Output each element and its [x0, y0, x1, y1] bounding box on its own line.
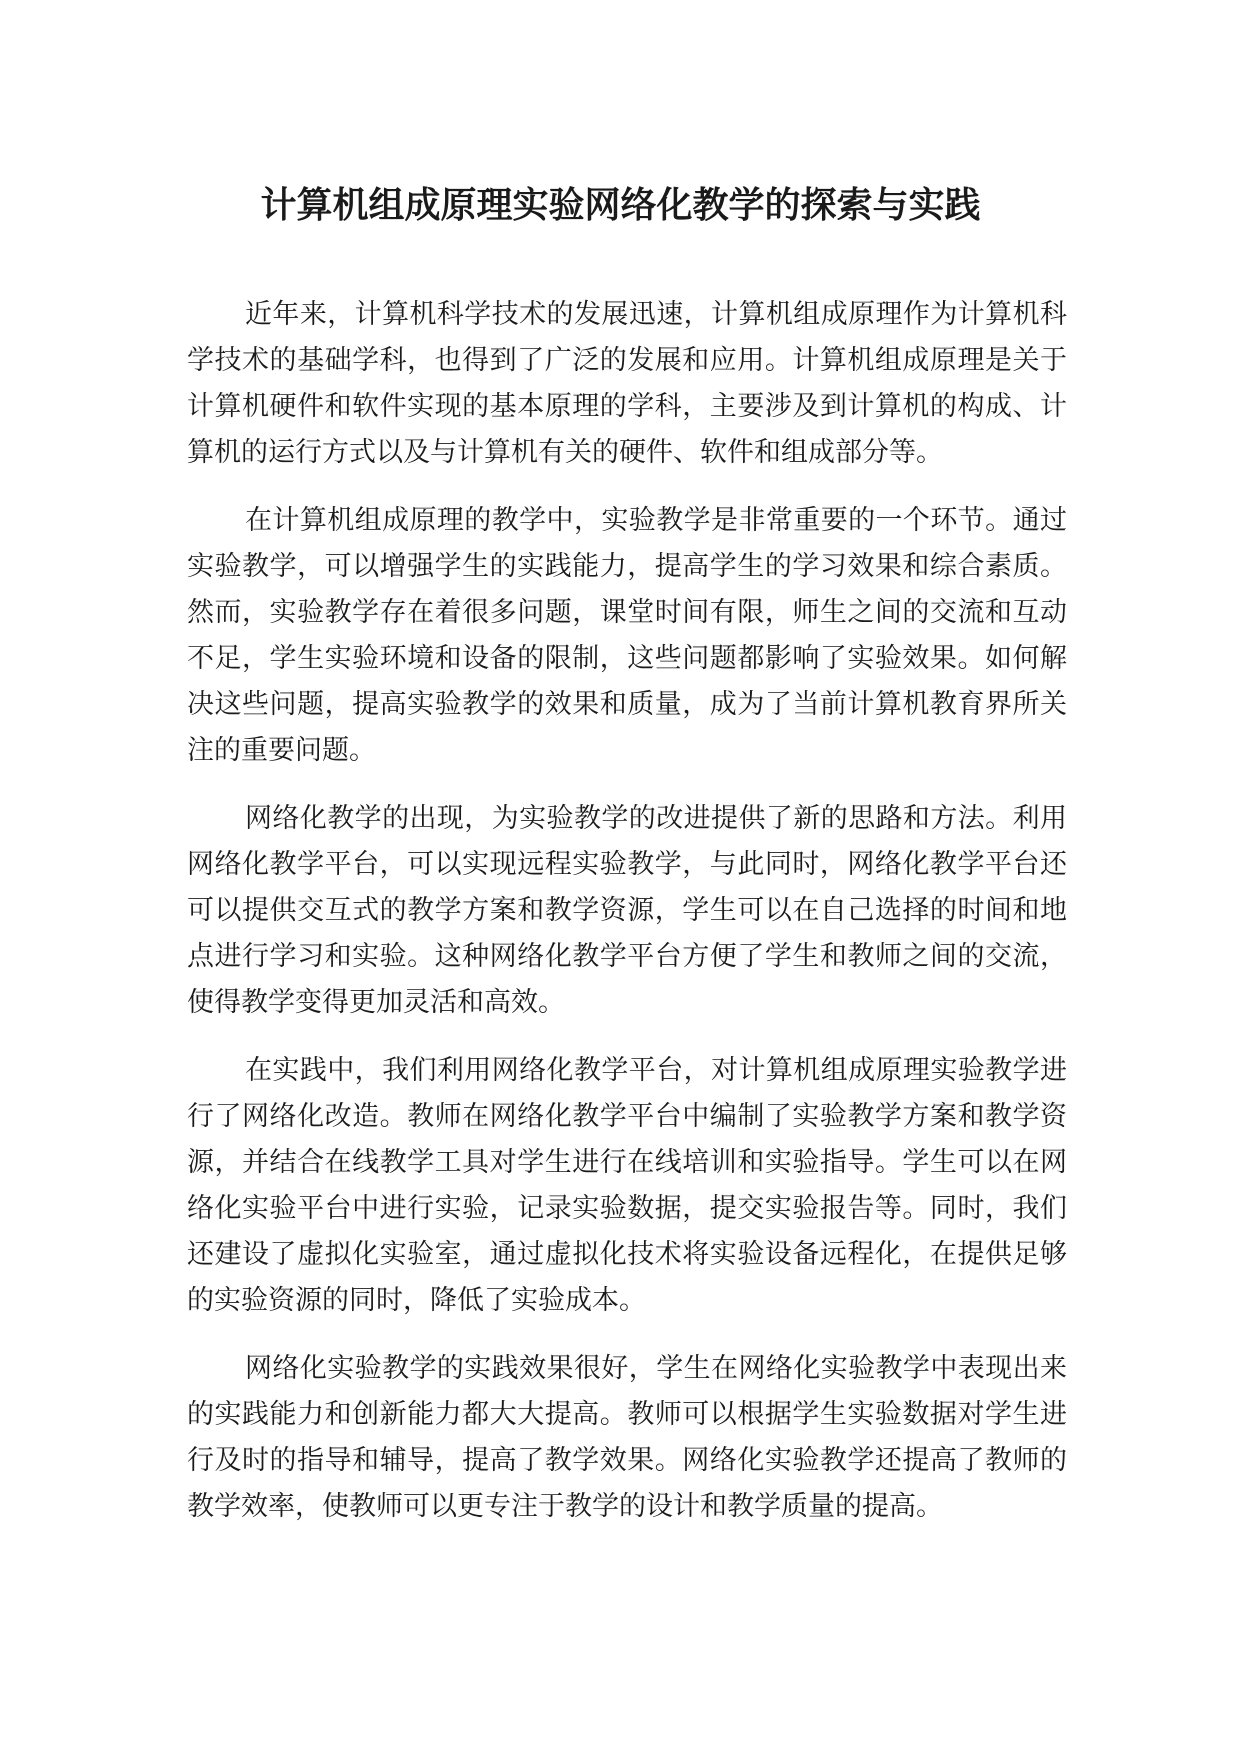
paragraph-2: 在计算机组成原理的教学中，实验教学是非常重要的一个环节。通过实验教学，可以增强学生的实践能力，提高学生的学习效果和综合素质。然而，实验教学存在着很多问题，课堂时间有限，师生之间的交流和互动不足，学生实验环境和设备的限制，这些问题都影响了实验效果。如何解决这些问题，提高实验教学的效果和质量，成为了当前计算机教育界所关注的重要问题。 [187, 505, 1067, 766]
document-body [187, 292, 1067, 1552]
paragraph-4: 在实践中，我们利用网络化教学平台，对计算机组成原理实验教学进行了网络化改造。教师在网络化教学平台中编制了实验教学方案和教学资源，并结合在线教学工具对学生进行在线培训和实验指导。学生可以在网络化实验平台中进行实验，记录实验数据，提交实验报告等。同时，我们还建设了虚拟化实验室，通过虚拟化技术将实验设备远程化，在提供足够的实验资源的同时，降低了实验成本。 [187, 1055, 1067, 1316]
paragraph-3: 网络化教学的出现，为实验教学的改进提供了新的思路和方法。利用网络化教学平台，可以实现远程实验教学，与此同时，网络化教学平台还可以提供交互式的教学方案和教学资源，学生可以在自己选择的时间和地点进行学习和实验。这种网络化教学平台方便了学生和教师之间的交流，使得教学变得更加灵活和高效。 [187, 803, 1067, 1018]
paragraph-1: 近年来，计算机科学技术的发展迅速，计算机组成原理作为计算机科学技术的基础学科，也得到了广泛的发展和应用。计算机组成原理是关于计算机硬件和软件实现的基本原理的学科，主要涉及到计算机的构成、计算机的运行方式以及与计算机有关的硬件、软件和组成部分等。 [187, 299, 1067, 468]
document-title: 计算机组成原理实验网络化教学的探索与实践 [260, 185, 981, 226]
paragraph-5: 网络化实验教学的实践效果很好，学生在网络化实验教学中表现出来的实践能力和创新能力都大大提高。教师可以根据学生实验数据对学生进行及时的指导和辅导，提高了教学效果。网络化实验教学还提高了教师的教学效率，使教师可以更专注于教学的设计和教学质量的提高。 [187, 1353, 1067, 1522]
